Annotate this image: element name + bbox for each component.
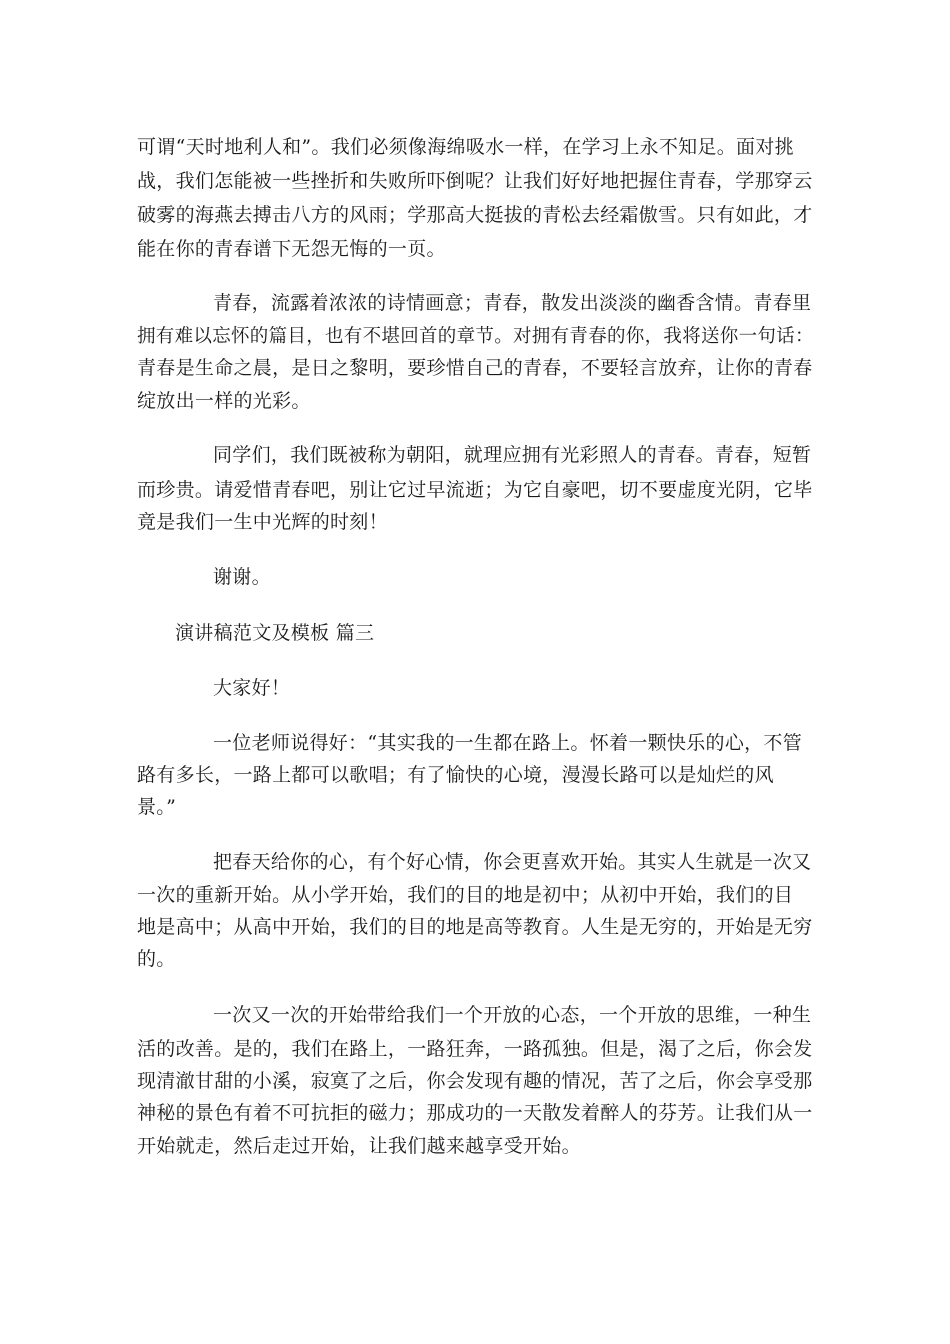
paragraph-1-line-2: 战，我们怎能被一些挫折和失败所吓倒呢？让我们好好地把握住青春，学那穿云 [137, 170, 813, 192]
quote-paragraph-line-1: 一位老师说得好：“其实我的一生都在路上。怀着一颗快乐的心，不管 [213, 732, 803, 754]
paragraph-3-line-2: 而珍贵。请爱惜青春吧，别让它过早流逝；为它自豪吧，切不要虚度光阴，它毕 [137, 479, 813, 501]
paragraph-2-line-3: 青春是生命之晨，是日之黎明，要珍惜自己的青春，不要轻言放弃，让你的青春 [137, 357, 813, 379]
beginnings-paragraph-line-4: 神秘的景色有着不可抗拒的磁力；那成功的一天散发着醉人的芬芳。让我们从一 [137, 1102, 813, 1124]
spring-paragraph-line-4: 的。 [137, 948, 176, 970]
thanks-line: 谢谢。 [213, 566, 271, 588]
section-heading: 演讲稿范文及模板 篇三 [175, 622, 375, 644]
paragraph-1-line-3: 破雾的海燕去搏击八方的风雨；学那高大挺拔的青松去经霜傲雪。只有如此，才 [137, 204, 813, 226]
paragraph-3-line-3: 竟是我们一生中光辉的时刻！ [137, 511, 388, 533]
greeting-line: 大家好！ [213, 677, 291, 699]
spring-paragraph-line-3: 地是高中；从高中开始，我们的目的地是高等教育。人生是无穷的，开始是无穷 [137, 916, 813, 938]
paragraph-1-line-1: 可谓“天时地利人和”。我们必须像海绵吸水一样，在学习上永不知足。面对挑 [137, 136, 794, 158]
beginnings-paragraph-line-1: 一次又一次的开始带给我们一个开放的心态，一个开放的思维，一种生 [213, 1004, 812, 1026]
quote-paragraph-line-3: 景。” [137, 796, 177, 818]
paragraph-2-line-1: 青春，流露着浓浓的诗情画意；青春，散发出淡淡的幽香含情。青春里 [213, 292, 812, 314]
paragraph-2-line-2: 拥有难以忘怀的篇目，也有不堪回首的章节。对拥有青春的你，我将送你一句话： [137, 326, 814, 347]
paragraph-2-line-4: 绽放出一样的光彩。 [137, 390, 311, 412]
paragraph-3-line-1: 同学们，我们既被称为朝阳，就理应拥有光彩照人的青春。青春，短暂 [213, 444, 812, 466]
beginnings-paragraph-line-3: 现清澈甘甜的小溪，寂寞了之后，你会发现有趣的情况，苦了之后，你会享受那 [137, 1070, 813, 1092]
spring-paragraph-line-1: 把春天给你的心，有个好心情，你会更喜欢开始。其实人生就是一次又 [213, 851, 812, 873]
beginnings-paragraph-line-5: 开始就走，然后走过开始，让我们越来越享受开始。 [137, 1135, 581, 1157]
beginnings-paragraph-line-2: 活的改善。是的，我们在路上，一路狂奔，一路孤独。但是，渴了之后，你会发 [137, 1038, 813, 1060]
paragraph-1-line-4: 能在你的青春谱下无怨无悔的一页。 [137, 238, 446, 260]
spring-paragraph-line-2: 一次的重新开始。从小学开始，我们的目的地是初中；从初中开始，我们的目 [137, 884, 794, 906]
quote-paragraph-line-2: 路有多长，一路上都可以歌唱；有了愉快的心境，漫漫长路可以是灿烂的风 [137, 764, 774, 786]
